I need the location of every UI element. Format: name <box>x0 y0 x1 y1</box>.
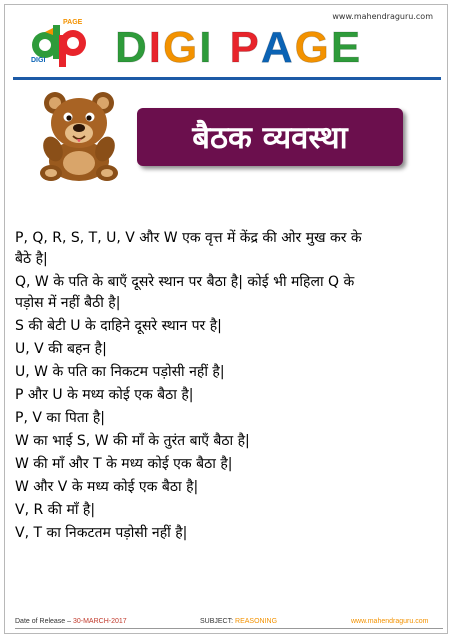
banner-letter: A <box>260 23 295 72</box>
banner-letter: D <box>115 23 149 72</box>
question-content <box>15 228 443 544</box>
subject-label: SUBJECT: <box>200 618 236 625</box>
statement-line: W की माँ और T के मध्य कोई एक बैठा है| <box>15 456 233 472</box>
banner-letter: P <box>229 23 261 72</box>
statement-line: V, R की माँ है| <box>15 502 96 518</box>
dp-logo-icon <box>23 19 93 67</box>
footer-divider <box>15 628 443 629</box>
statement-line: पड़ोस में नहीं बैठी है| <box>15 295 121 311</box>
page <box>4 4 448 634</box>
statement-line: W का भाई S, W की माँ के तुरंत बाएँ बैठा है| <box>15 433 250 449</box>
statement-line: S की बेटी U के दाहिने दूसरे स्थान पर है| <box>15 318 222 334</box>
statement-line: P, Q, R, S, T, U, V और W एक वृत्त में केंद्र की ओर मुख कर के <box>15 230 362 246</box>
banner-letter: E <box>330 23 363 72</box>
banner-letter: G <box>294 23 331 72</box>
digi-page-banner <box>115 23 362 73</box>
statement-line: बैठे है| <box>15 251 48 267</box>
banner-letter: I <box>148 23 164 72</box>
statement-line: U, V की बहन है| <box>15 341 107 357</box>
subject-value: REASONING <box>235 618 278 625</box>
footer-subject <box>200 618 277 625</box>
teddy-bear-icon <box>33 87 125 183</box>
banner-letter: G <box>163 23 200 72</box>
title-box <box>137 108 403 166</box>
statement-line: V, T का निकटतम पड़ोसी नहीं है| <box>15 525 188 541</box>
statement-line: P, V का पिता है| <box>15 410 105 426</box>
release-date: 30-MARCH-2017 <box>72 618 127 625</box>
logo-page-text: PAGE <box>63 19 83 26</box>
page-title: बैठक व्यवस्था <box>192 120 348 156</box>
footer-site-url[interactable]: www.mahendraguru.com <box>351 618 429 625</box>
header-divider <box>13 77 441 80</box>
footer-release <box>15 618 127 625</box>
statement-line: P और U के मध्य कोई एक बैठा है| <box>15 387 194 403</box>
logo-digi-text: DIGI <box>31 57 46 64</box>
header-site-url[interactable]: www.mahendraguru.com <box>332 12 433 21</box>
statement-line: U, W के पति का निकटम पड़ोसी नहीं है| <box>15 364 225 380</box>
statement-line: Q, W के पति के बाएँ दूसरे स्थान पर बैठा है| कोई भी महिला Q के <box>15 274 355 290</box>
release-label: Date of Release – <box>15 618 73 625</box>
statement-line: W और V के मध्य कोई एक बैठा है| <box>15 479 199 495</box>
banner-letter: I <box>199 23 214 72</box>
